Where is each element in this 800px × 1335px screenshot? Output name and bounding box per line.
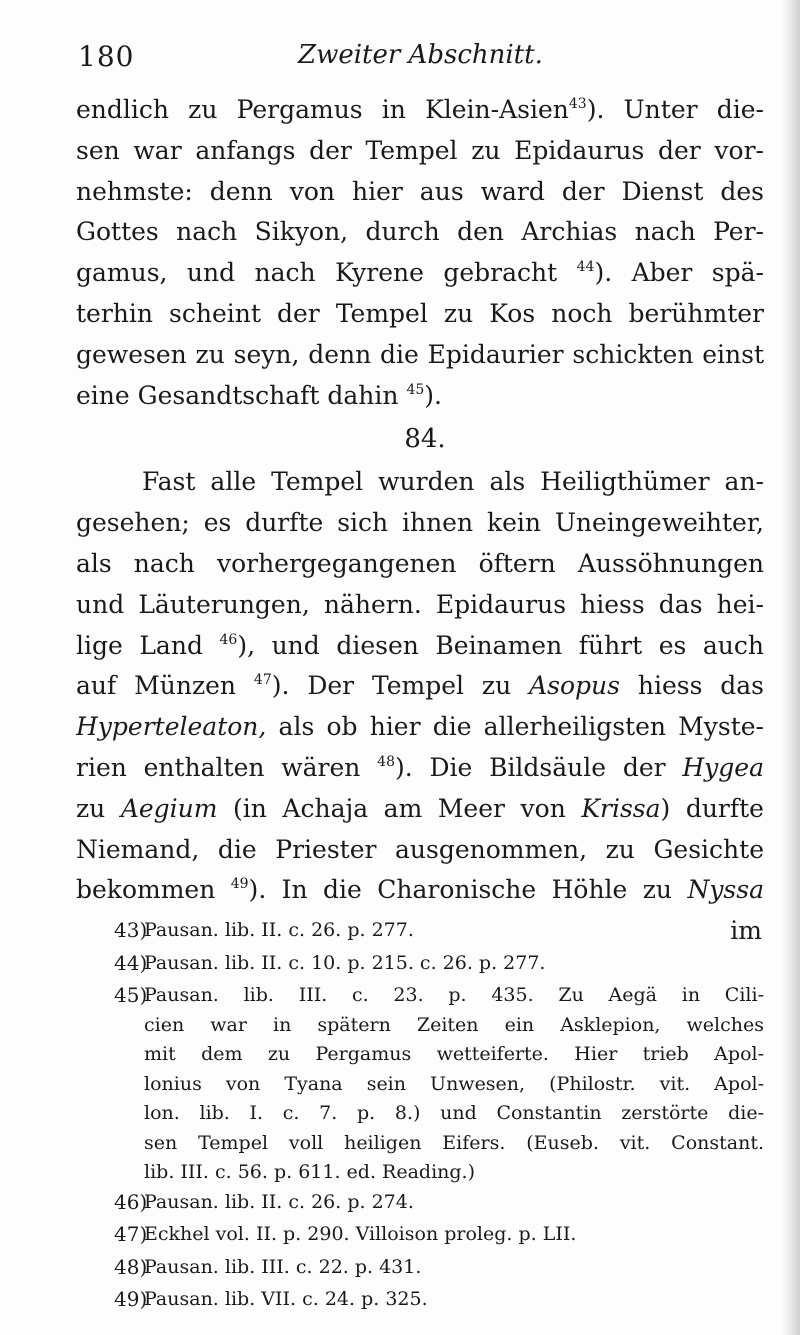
footnote-line: Pausan. lib. II. c. 10. p. 215. c. 26. p. 277. <box>144 951 546 974</box>
running-head: Zweiter Abschnitt. <box>298 40 543 70</box>
text-line: gamus, und nach Kyrene gebracht $^{44}$). Aber spä- <box>76 258 764 288</box>
text-line: nehmste: denn von hier aus ward der Dienst des <box>76 176 764 206</box>
footnote-number: 48) <box>114 1254 148 1279</box>
footnote-45 <box>114 979 764 1186</box>
text-line: Niemand, die Priester ausgenommen, zu Gesichte <box>76 834 764 864</box>
footnote-line: lib. III. c. 56. p. 611. ed. Reading.) <box>144 1161 476 1183</box>
footnote-line: mit dem zu Pergamus wetteiferte. Hier trieb Apol- <box>144 1043 764 1065</box>
section-number: 84. <box>404 424 446 455</box>
text-line: als nach vorhergegangenen öftern Aussöhnungen <box>76 548 764 578</box>
text-line: eine Gesandtschaft dahin $^{45}$). <box>76 380 442 410</box>
footnote-number: 47) <box>114 1222 148 1246</box>
footnote-number: 45) <box>114 983 148 1007</box>
footnote-line: sen Tempel voll heiligen Eifers. (Euseb. vit. Constant. <box>144 1131 764 1154</box>
text-line: sen war anfangs der Tempel zu Epidaurus der vor- <box>76 135 764 165</box>
footnote-49 <box>114 1283 764 1316</box>
footnote-line: Pausan. lib. II. c. 26. p. 277. <box>144 919 414 941</box>
footnote-line: Pausan. lib. II. c. 26. p. 274. <box>144 1190 414 1213</box>
page-number: 180 <box>78 40 135 73</box>
footnote-48 <box>114 1251 764 1284</box>
text-line: gesehen; es durfte sich ihnen kein Uneingeweihter, <box>76 508 764 538</box>
text-line: zu Aegium (in Achaja am Meer von Krissa) durfte <box>76 793 764 823</box>
text-line: Hyperteleaton, als ob hier die allerheiligsten Myste- <box>76 712 764 742</box>
catchword: im <box>730 916 762 946</box>
text-line: rien enthalten wären $^{48}$). Die Bildsäule der Hygea <box>76 752 764 782</box>
text-line: auf Münzen $^{47}$). Der Tempel zu Asopus hiess das <box>76 671 764 701</box>
footnote-46 <box>114 1186 764 1219</box>
footnote-number: 44) <box>114 950 148 975</box>
footnote-number: 46) <box>114 1189 148 1214</box>
main-text <box>76 90 764 952</box>
footnote-47 <box>114 1218 764 1251</box>
footnote-44 <box>114 947 764 980</box>
text-line: terhin scheint der Tempel zu Kos noch berühmter <box>76 298 764 328</box>
page-edge-shadow <box>782 0 800 1335</box>
footnote-line: lonius von Tyana sein Unwesen, (Philostr. vit. Apol- <box>144 1072 764 1095</box>
text-line: gewesen zu seyn, denn die Epidaurier schickten einst <box>76 339 764 369</box>
footnote-line: Pausan. lib. III. c. 22. p. 431. <box>144 1255 422 1278</box>
text-line: und Läuterungen, nähern. Epidaurus hiess das hei- <box>76 589 764 619</box>
page-header <box>78 38 758 78</box>
footnote-line: Pausan. lib. III. c. 23. p. 435. Zu Aegä in Cili- <box>144 984 764 1006</box>
footnotes <box>114 914 764 1316</box>
footnote-line: Eckhel vol. II. p. 290. Villoison proleg. p. LII. <box>144 1223 577 1245</box>
text-line: Fast alle Tempel wurden als Heiligthümer an- <box>142 467 764 497</box>
footnote-line: lon. lib. I. c. 7. p. 8.) und Constantin zerstörte die- <box>144 1102 764 1124</box>
text-line: endlich zu Pergamus in Klein-Asien$^{43}$). Unter die- <box>76 95 764 124</box>
footnote-number: 49) <box>114 1287 148 1311</box>
text-line: Gottes nach Sikyon, durch den Archias nach Per- <box>76 217 764 247</box>
text-line: bekommen $^{49}$). In die Charonische Höhle zu Nyssa <box>76 875 764 905</box>
footnote-number: 43) <box>114 918 148 942</box>
footnote-line: cien war in spätern Zeiten ein Asklepion, welches <box>144 1013 764 1036</box>
text-line: lige Land $^{46}$), und diesen Beinamen führt es auch <box>76 630 764 660</box>
footnote-line: Pausan. lib. VII. c. 24. p. 325. <box>144 1288 428 1310</box>
footnote-43 <box>114 914 764 947</box>
